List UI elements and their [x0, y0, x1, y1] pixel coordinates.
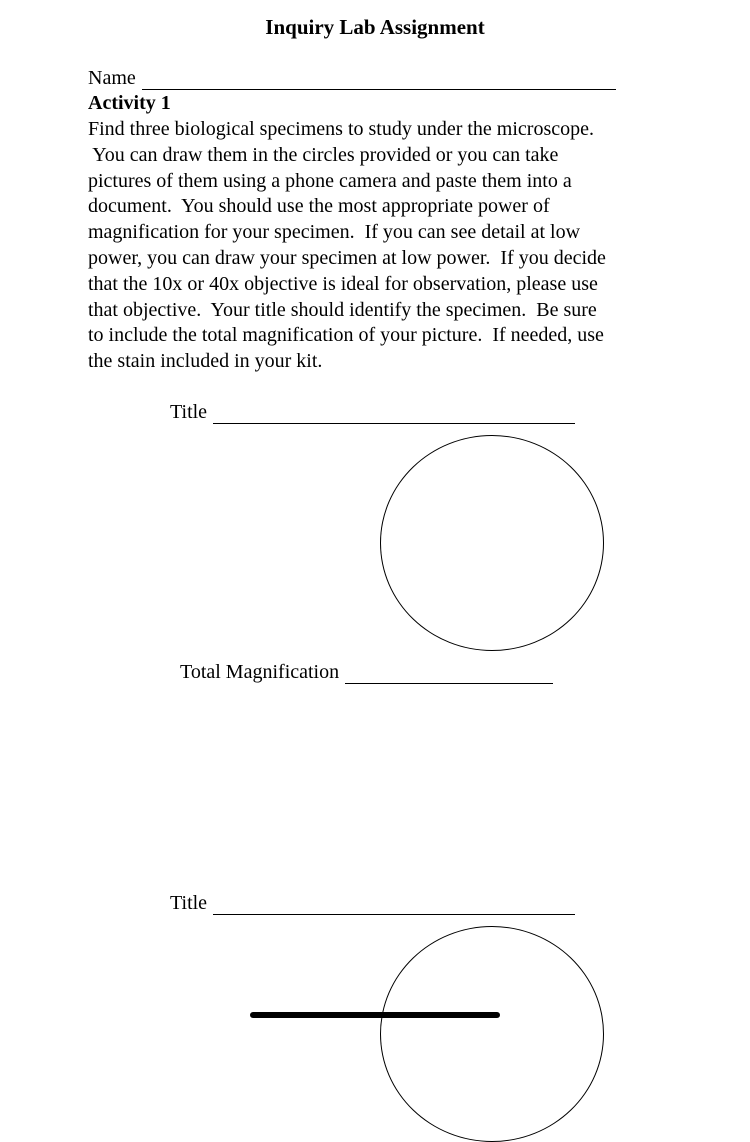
- specimen-1-magnification-field[interactable]: [345, 665, 553, 684]
- instruction-line: that objective. Your title should identify the specimen. Be sure: [88, 298, 597, 321]
- specimen-2-title-field[interactable]: [213, 896, 575, 915]
- specimen-2-drawing-circle[interactable]: [380, 926, 604, 1142]
- instruction-line: pictures of them using a phone camera and paste them into a: [88, 169, 572, 192]
- name-field[interactable]: [142, 71, 616, 90]
- instruction-line: You can draw them in the circles provided or you can take: [88, 143, 559, 166]
- specimen-1-drawing-circle[interactable]: [380, 435, 604, 651]
- specimen-1-magnification-row: [180, 660, 553, 684]
- name-row: [88, 66, 616, 90]
- specimen-2-title-row: [170, 891, 575, 915]
- instruction-line: the stain included in your kit.: [88, 350, 323, 373]
- instructions-paragraph: [88, 117, 673, 375]
- specimen-2-title-label: Title: [170, 892, 208, 914]
- specimen-1-title-field[interactable]: [213, 405, 575, 424]
- activity-heading: Activity 1: [88, 92, 171, 114]
- instruction-line: power, you can draw your specimen at low power. If you decide: [88, 246, 606, 269]
- specimen-1-title-label: Title: [170, 401, 208, 423]
- home-indicator[interactable]: [250, 1012, 500, 1018]
- instruction-line: that the 10x or 40x objective is ideal for observation, please use: [88, 272, 598, 295]
- page-title: Inquiry Lab Assignment: [265, 15, 485, 39]
- name-label: Name: [88, 67, 136, 89]
- instruction-line: to include the total magnification of your picture. If needed, use: [88, 324, 604, 347]
- instruction-line: magnification for your specimen. If you can see detail at low: [88, 221, 581, 244]
- specimen-1-title-row: [170, 400, 575, 424]
- instruction-line: Find three biological specimens to study under the microscope.: [88, 118, 594, 140]
- specimen-1-magnification-label: Total Magnification: [180, 661, 340, 683]
- instruction-line: document. You should use the most appropriate power of: [88, 195, 550, 218]
